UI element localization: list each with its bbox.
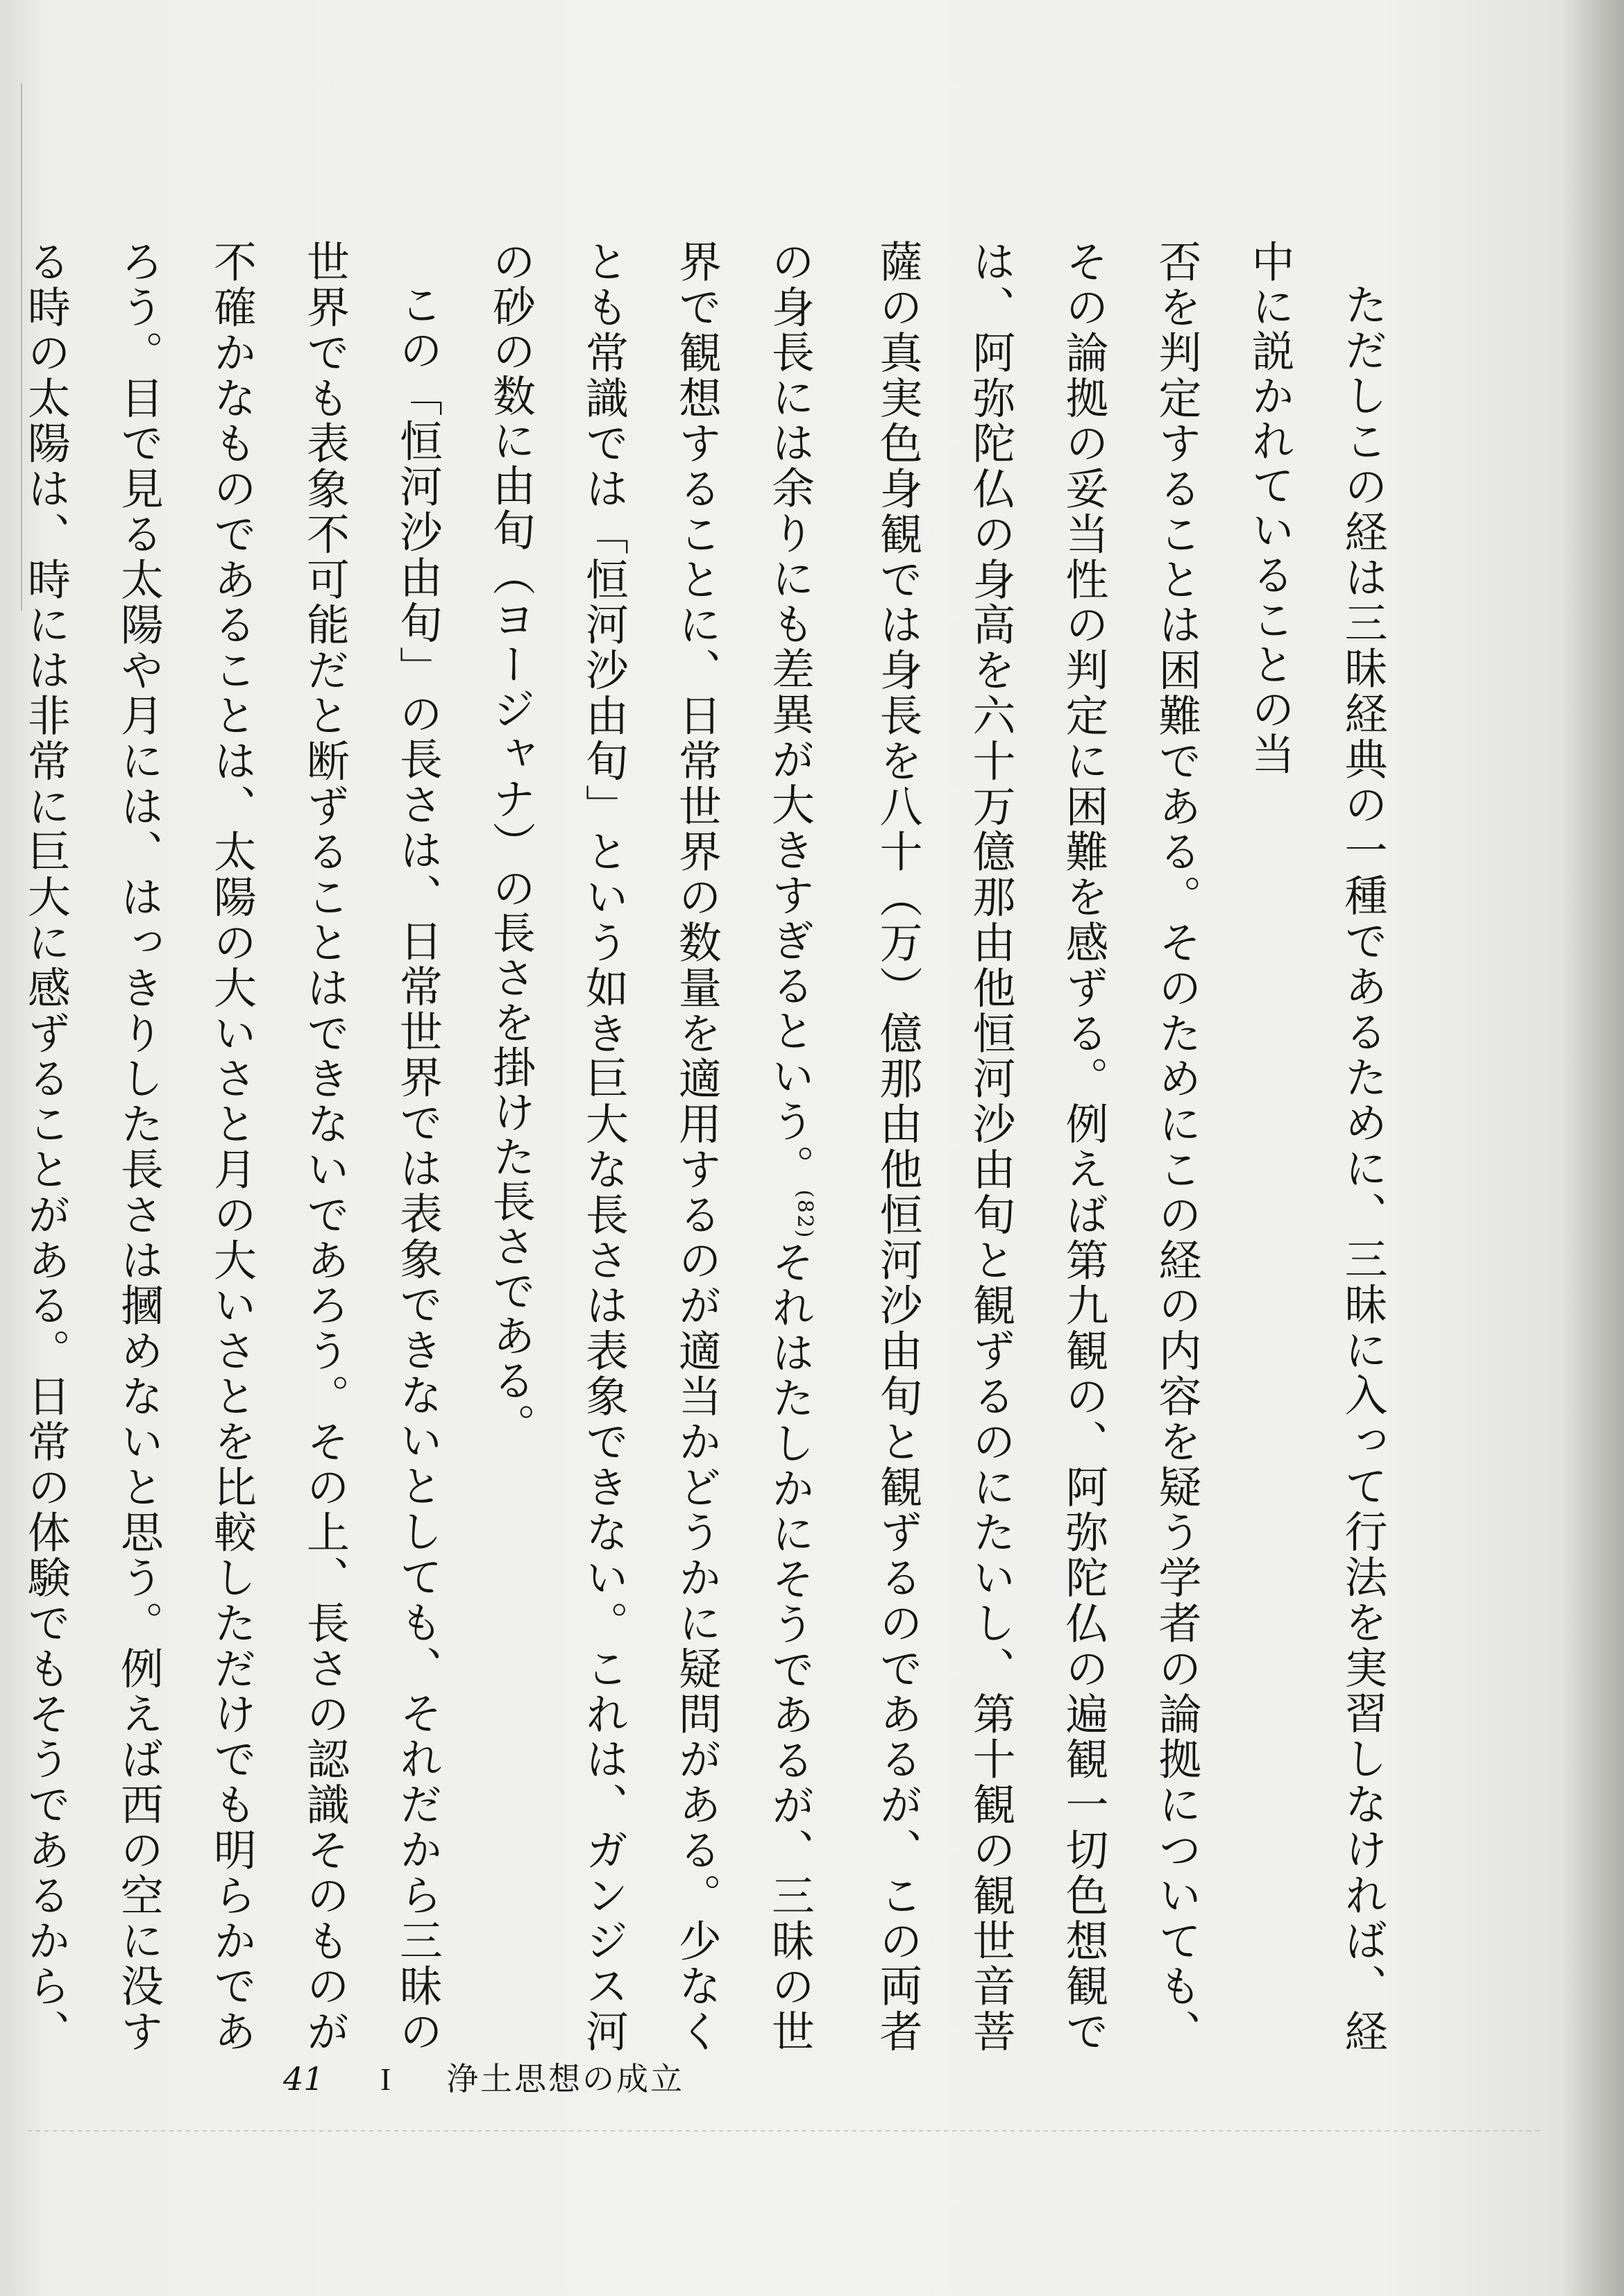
vertical-body-text — [0, 239, 1409, 2054]
chapter-title: 浄土思想の成立 — [446, 2060, 684, 2098]
paragraph-2 — [0, 239, 464, 2054]
page-number: 41 — [283, 2060, 324, 2098]
footnote-ref-82: (82) — [793, 1189, 817, 1240]
part-number: I — [380, 2061, 391, 2097]
text-run: 否を判定することは困難である。そのためにこの経の内容を疑う学者の論拠についても、その論拠の妥当性の判定に困難を感ずる。例えば第九観の、阿弥陀仏の遍観一切色想観では、阿弥陀仏の身高を六十万億那由他恒河沙由旬と観ずるのにたいし、第十観の観世音菩薩の真実色身観では身長を八十（万）億那由他恒河沙由旬と観ずるのであるが、この両者の身長には余りにも差異が大きすぎるという。 — [764, 239, 1202, 2055]
running-footer — [283, 2054, 684, 2109]
text-run: この「恒河沙由旬」の長さは、日常世界では表象できないとしても、それだから三昧の世界でも表象不可能だと断ずることはできないであろう。その上、長さの認識そのものが不確かなものであることは、太陽の大いさと月の大いさとを比較しただけでも明らかであろう。目で見る太陽や月には、はっきりした長さは摑めないと思う。例えば西の空に没する時の太陽は、時には非常に巨大に感ずることがある。日常の体験でもそうであるから、 — [20, 239, 443, 2055]
paragraph-1 — [464, 239, 1409, 2054]
scan-artifact-dotted-line — [28, 2130, 1541, 2132]
text-run: それはたしかにそうであるが、三昧の世界で観想することに、日常世界の数量を適用するのが適当かどうかに疑問がある。少なくとも常識では「恒河沙由旬」という如き巨大な長さは表象できない。これは、ガンジス河の砂の数に由旬（ヨージャナ）の長さを掛けた長さである。 — [485, 239, 815, 2055]
text-line: ただしこの経は三昧経典の一種であるために、三昧に入って行法を実習しなければ、経中に説かれていることの当 — [1244, 239, 1388, 2054]
binding-gutter-shadow — [1562, 0, 1624, 2296]
